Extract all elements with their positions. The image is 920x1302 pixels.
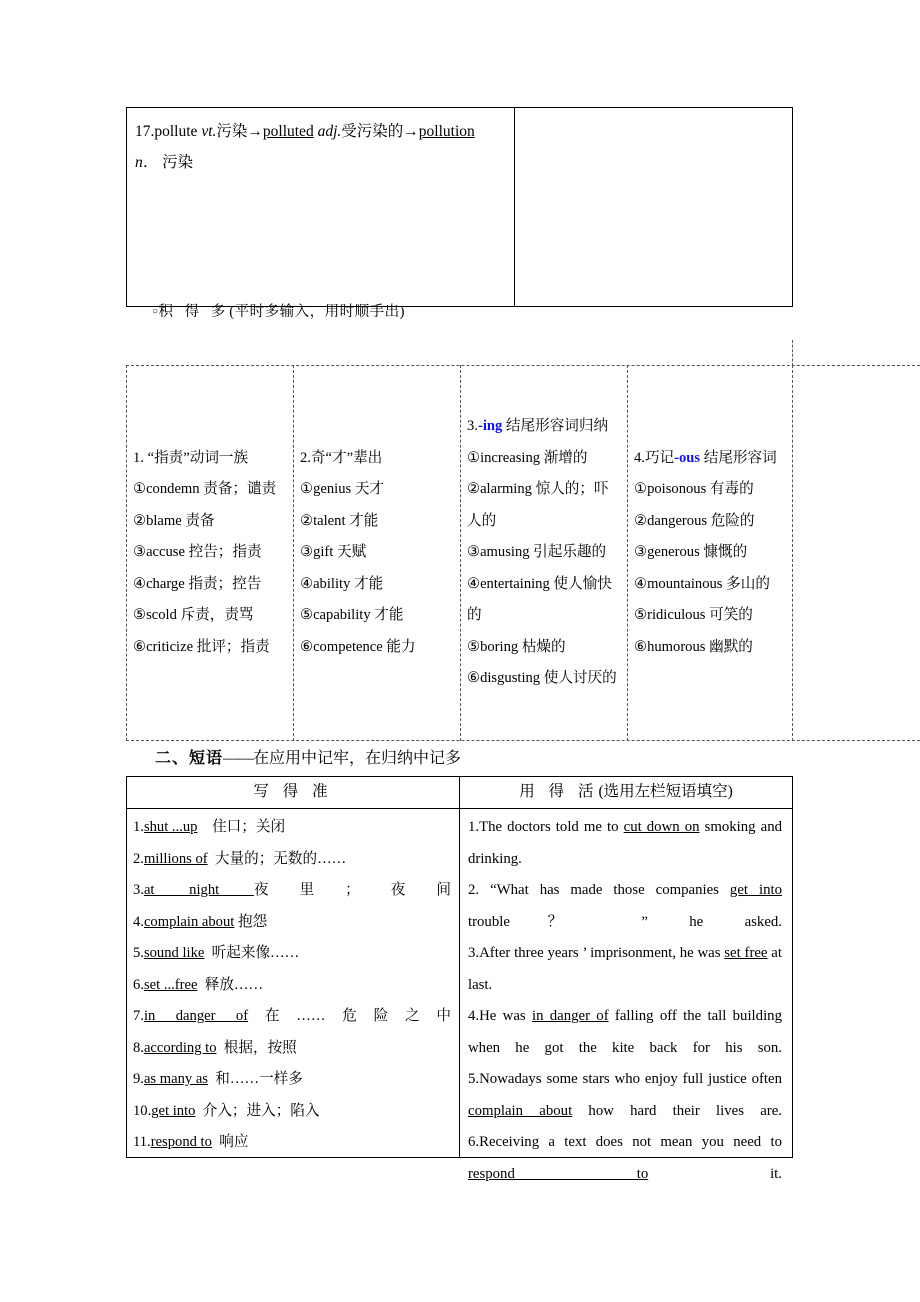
phrase-number: 8. bbox=[133, 1039, 144, 1056]
phrase-list bbox=[127, 809, 460, 1158]
phrase-meaning: 和……一样多 bbox=[215, 1071, 303, 1087]
word-group-item: ③amusing 引起乐趣的 bbox=[467, 544, 607, 561]
phrase-table-body bbox=[127, 809, 792, 1182]
sentence-pre: The doctors told me to bbox=[479, 819, 624, 835]
word-group-heading-suffix: 结尾形容词 bbox=[700, 449, 777, 466]
phrase-text: shut ...up bbox=[143, 819, 198, 835]
phrase-text: sound like bbox=[143, 945, 205, 961]
word-group-cell-3 bbox=[460, 365, 627, 741]
example-sentence bbox=[468, 1001, 782, 1064]
example-sentence bbox=[468, 1064, 782, 1127]
entry-derived-2: pollution bbox=[418, 123, 475, 140]
phrase-number: 10. bbox=[133, 1102, 152, 1119]
word-group-heading-text: 2.奇“才”辈出 bbox=[300, 449, 383, 466]
phrase-table-header-right-note: (选用左栏短语填空) bbox=[598, 783, 733, 800]
phrase-number: 1. bbox=[133, 819, 144, 835]
word-group-item: ⑥humorous 幽默的 bbox=[634, 638, 753, 655]
phrase-number: 11. bbox=[133, 1134, 151, 1150]
phrase-text: millions of bbox=[143, 850, 208, 867]
example-sentence-list bbox=[460, 809, 792, 1182]
phrase-meaning: 夜里；夜间 bbox=[253, 882, 451, 898]
sentence-post: trouble？ ” he asked. bbox=[468, 913, 782, 930]
word-group-item: ④mountainous 多山的 bbox=[634, 575, 770, 592]
sentence-number: 4. bbox=[468, 1008, 480, 1024]
phrase-meaning: 释放…… bbox=[204, 976, 264, 993]
phrase-meaning: 在……危险之中 bbox=[248, 1008, 451, 1024]
phrase-table-header-left bbox=[127, 777, 460, 808]
phrase-text: set ...free bbox=[143, 976, 198, 993]
phrase-text: get into bbox=[151, 1102, 196, 1119]
phrase-row bbox=[133, 1001, 451, 1033]
section-heading bbox=[155, 745, 461, 768]
phrase-row bbox=[133, 1127, 451, 1159]
sentence-blank-answer: set free bbox=[724, 945, 768, 961]
example-sentence bbox=[468, 938, 782, 1001]
phrase-text: according to bbox=[143, 1039, 217, 1056]
circle-bullet-icon: ○ bbox=[152, 306, 159, 317]
word-group-item: ②alarming 惊人的；吓人的 bbox=[467, 481, 609, 529]
word-group-heading bbox=[634, 443, 786, 475]
sentence-blank-answer: complain about bbox=[468, 1102, 573, 1119]
word-group-heading-text: 1. “指责”动词一族 bbox=[133, 449, 249, 466]
word-group-heading bbox=[133, 443, 287, 475]
entry-arrow-1: → bbox=[247, 123, 263, 140]
sentence-blank-answer: get into bbox=[729, 882, 783, 898]
word-group-heading-suffix: 结尾形容词归纳 bbox=[502, 418, 609, 435]
phrase-text: respond to bbox=[150, 1134, 212, 1150]
jideduo-note: (平时多输入，用时顺手出) bbox=[229, 304, 405, 320]
sentence-pre: Receiving a text does not mean you need to bbox=[479, 1134, 782, 1150]
word-group-heading-prefix: 3. bbox=[467, 418, 478, 435]
sentence-pre: Nowadays some stars who enjoy full justice often bbox=[479, 1071, 782, 1087]
entry-meaning-2: 受污染的 bbox=[341, 123, 404, 140]
word-group-cell-1 bbox=[126, 365, 293, 741]
section-heading-dash: —— bbox=[223, 750, 254, 767]
sentence-number: 6. bbox=[468, 1134, 480, 1150]
sentence-blank-answer: respond to bbox=[468, 1165, 649, 1182]
phrase-meaning: 根据，按照 bbox=[223, 1039, 297, 1056]
sentence-blank-answer: cut down on bbox=[623, 819, 700, 835]
word-group-item: ⑤capability 才能 bbox=[300, 607, 404, 624]
word-group-item: ⑤scold 斥责，责骂 bbox=[133, 607, 254, 624]
phrase-number: 9. bbox=[133, 1071, 144, 1087]
word-group-item: ⑥criticize 批评；指责 bbox=[133, 638, 270, 655]
phrase-row bbox=[133, 907, 451, 939]
section-heading-label: 二、短语 bbox=[155, 750, 224, 767]
example-sentence bbox=[468, 875, 782, 938]
phrase-row bbox=[133, 1033, 451, 1065]
sentence-blank-answer: in danger of bbox=[531, 1008, 609, 1024]
word-group-item: ③accuse 控告；指责 bbox=[133, 544, 262, 561]
jideduo-caption bbox=[152, 300, 405, 321]
sentence-post: falling off the tall building when he got the kite back for his son. bbox=[468, 1008, 782, 1056]
word-group-item: ④entertaining 使人愉快的 bbox=[467, 575, 612, 624]
word-group-item: ②talent 才能 bbox=[300, 512, 379, 529]
word-group-heading bbox=[467, 411, 621, 443]
phrase-table-header-right bbox=[460, 777, 792, 808]
entry-arrow-2: → bbox=[403, 123, 419, 140]
phrase-row bbox=[133, 875, 451, 907]
phrase-text: complain about bbox=[143, 913, 235, 930]
sentence-pre: After three years ’ imprisonment, he was bbox=[479, 945, 725, 961]
phrase-number: 3. bbox=[133, 882, 144, 898]
phrase-number: 5. bbox=[133, 945, 144, 961]
section-heading-subtitle: 在应用中记牢，在归纳中记多 bbox=[253, 750, 462, 767]
entry-word: pollute bbox=[154, 123, 198, 140]
phrase-text: in danger of bbox=[143, 1008, 249, 1024]
word-group-heading-prefix: 4.巧记 bbox=[634, 449, 675, 466]
sentence-pre: He was bbox=[479, 1008, 532, 1024]
entry-number: 17. bbox=[135, 123, 155, 140]
sentence-number: 1. bbox=[468, 819, 480, 835]
phrase-number: 4. bbox=[133, 913, 144, 930]
word-group-item: ⑤boring 枯燥的 bbox=[467, 638, 566, 655]
phrase-meaning: 住口；关闭 bbox=[212, 819, 286, 835]
word-group-item: ④charge 指责；控告 bbox=[133, 575, 262, 592]
word-group-item: ①genius 天才 bbox=[300, 481, 385, 498]
entry-meaning-1: 污染 bbox=[216, 123, 248, 140]
example-sentence bbox=[468, 812, 782, 875]
word-group-keyword: -ing bbox=[477, 418, 503, 435]
phrase-row bbox=[133, 1064, 451, 1096]
phrase-text: as many as bbox=[143, 1071, 208, 1087]
phrase-meaning: 抱怨 bbox=[238, 913, 268, 930]
sentence-pre: “What has made those companies bbox=[479, 882, 730, 898]
example-sentence bbox=[468, 1127, 782, 1190]
sentence-post: smoking and drinking. bbox=[468, 819, 782, 867]
jideduo-title: 积 得 多 bbox=[158, 304, 230, 320]
phrase-table-header-right-label: 用 得 活 bbox=[519, 783, 599, 800]
word-group-item: ②dangerous 危险的 bbox=[634, 512, 755, 529]
phrase-row bbox=[133, 812, 451, 844]
word-group-item: ⑤ridiculous 可笑的 bbox=[634, 607, 753, 624]
word-group-item: ③generous 慷慨的 bbox=[634, 544, 748, 561]
phrase-table bbox=[126, 776, 793, 1182]
word-group-item: ⑥competence 能力 bbox=[300, 638, 416, 655]
word-group-keyword: -ous bbox=[674, 449, 701, 466]
entry-derived-1: polluted bbox=[262, 123, 314, 140]
phrase-meaning: 响应 bbox=[219, 1134, 249, 1150]
word-group-cell-4 bbox=[627, 365, 793, 741]
sentence-number: 3. bbox=[468, 945, 480, 961]
phrase-row bbox=[133, 1096, 451, 1128]
entry-meaning-3: 污染 bbox=[162, 154, 194, 171]
word-group-heading bbox=[300, 443, 454, 475]
phrase-row bbox=[133, 844, 451, 876]
entry-pos-1: vt. bbox=[201, 123, 217, 140]
phrase-text: at night bbox=[143, 882, 254, 898]
phrase-meaning: 介入；进入；陷入 bbox=[202, 1102, 320, 1119]
word-group-cell-2 bbox=[293, 365, 460, 741]
phrase-number: 6. bbox=[133, 976, 144, 993]
phrase-table-header-row bbox=[127, 777, 792, 809]
dashed-stub-divider bbox=[792, 340, 793, 366]
entry-pos-3: n． bbox=[135, 154, 159, 171]
vocabulary-blank-cell bbox=[515, 108, 792, 306]
vocabulary-entry-cell bbox=[127, 108, 515, 306]
phrase-table-header-left-label: 写 得 准 bbox=[253, 783, 333, 800]
word-group-item: ①poisonous 有毒的 bbox=[634, 481, 754, 498]
sentence-post: at last. bbox=[468, 945, 782, 993]
phrase-meaning: 大量的；无数的…… bbox=[214, 850, 347, 867]
vocabulary-table bbox=[126, 107, 793, 307]
phrase-meaning: 听起来像…… bbox=[211, 945, 300, 961]
phrase-number: 2. bbox=[133, 850, 144, 867]
sentence-post: it. bbox=[648, 1165, 782, 1182]
sentence-number: 5. bbox=[468, 1071, 480, 1087]
phrase-number: 7. bbox=[133, 1008, 144, 1024]
word-groups-table bbox=[126, 365, 920, 741]
word-group-item: ①condemn 责备；谴责 bbox=[133, 481, 277, 498]
phrase-row bbox=[133, 938, 451, 970]
word-group-item: ⑥disgusting 使人讨厌的 bbox=[467, 670, 617, 687]
phrase-row bbox=[133, 970, 451, 1002]
word-group-item: ③gift 天赋 bbox=[300, 544, 367, 561]
word-group-item: ④ability 才能 bbox=[300, 575, 384, 592]
word-group-item: ①increasing 渐增的 bbox=[467, 449, 588, 466]
word-group-item: ②blame 责备 bbox=[133, 512, 215, 529]
sentence-number: 2. bbox=[468, 882, 480, 898]
sentence-post: how hard their lives are. bbox=[572, 1102, 782, 1119]
entry-pos-2: adj. bbox=[317, 123, 342, 140]
